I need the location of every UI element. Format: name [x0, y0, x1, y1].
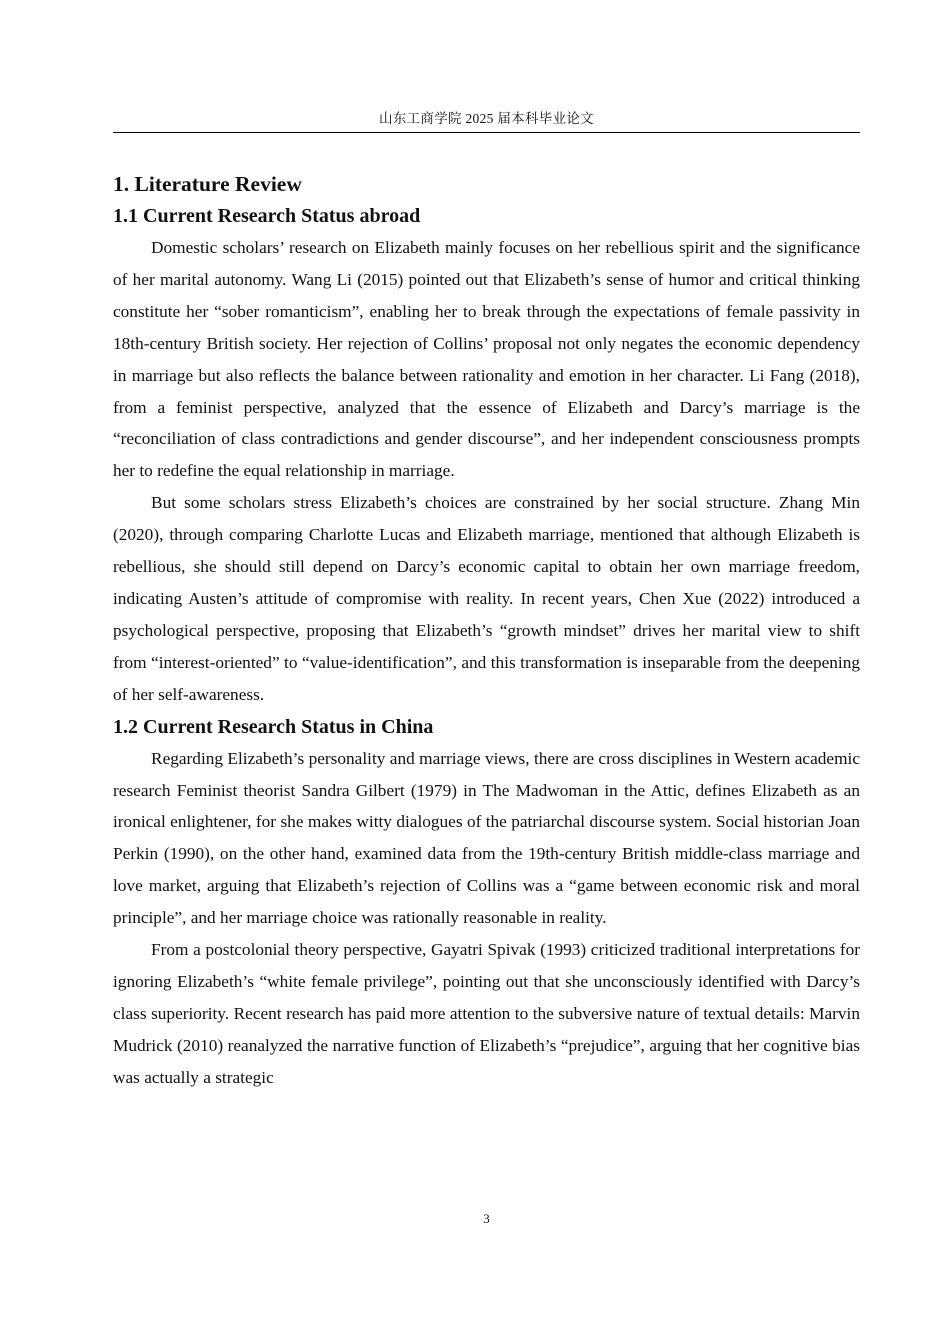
chapter-title: 1. Literature Review [113, 172, 302, 196]
section-title-1-1: 1.1 Current Research Status abroad [113, 205, 421, 227]
page-body [113, 168, 860, 1094]
paragraph-1-2-b: From a postcolonial theory perspective, Gayatri Spivak (1993) criticized traditional interpretations for ignoring Elizabeth’s “white female privilege”, pointing out that she unconsciously identified with Darcy’s class superiority. Recent research has paid more attention to the subversive nature of textual details: Marvin Mudrick (2010) reanalyzed the narrative function of Elizabeth’s “prejudice”, arguing that her cognitive bias was actually a strategic [113, 940, 860, 1087]
paragraph-1-1-a: Domestic scholars’ research on Elizabeth mainly focuses on her rebellious spirit and the significance of her marital autonomy. Wang Li (2015) pointed out that Elizabeth’s sense of humor and critical thinking constitute her “sober romanticism”, enabling her to break through the expectations of female passivity in 18th-century British society. Her rejection of Collins’ proposal not only negates the economic dependency in marriage but also reflects the balance between rationality and emotion in her character. Li Fang (2018), from a feminist perspective, analyzed that the essence of Elizabeth and Darcy’s marriage is the “reconciliation of class contradictions and gender discourse”, and her independent consciousness prompts her to redefine the equal relationship in marriage. [113, 238, 860, 481]
paragraph-1-2-a: Regarding Elizabeth’s personality and marriage views, there are cross disciplines in Western academic research Feminist theorist Sandra Gilbert (1979) in The Madwoman in the Attic, defines Elizabeth as an ironical enlightener, for she makes witty dialogues of the patriarchal discourse system. Social historian Joan Perkin (1990), on the other hand, examined data from the 19th-century British middle-class marriage and love market, arguing that Elizabeth’s rejection of Collins was a “game between economic risk and moral principle”, and her marriage choice was rationally reasonable in reality. [113, 748, 860, 928]
page-number: 3 [483, 1211, 490, 1226]
section-title-1-2: 1.2 Current Research Status in China [113, 715, 434, 738]
paragraph-1-1-b: But some scholars stress Elizabeth’s choices are constrained by her social structure. Zhang Min (2020), through comparing Charlotte Lucas and Elizabeth marriage, mentioned that although Elizabeth is rebellious, she should still depend on Darcy’s economic capital to obtain her own marriage freedom, indicating Austen’s attitude of compromise with reality. In recent years, Chen Xue (2022) introduced a psychological perspective, proposing that Elizabeth’s “growth mindset” drives her marital view to shift from “interest-oriented” to “value-identification”, and this transformation is inseparable from the deepening of her self-awareness. [113, 493, 860, 704]
page-header: 山东工商学院 2025 届本科毕业论文 [379, 111, 594, 126]
header-divider [113, 132, 860, 133]
